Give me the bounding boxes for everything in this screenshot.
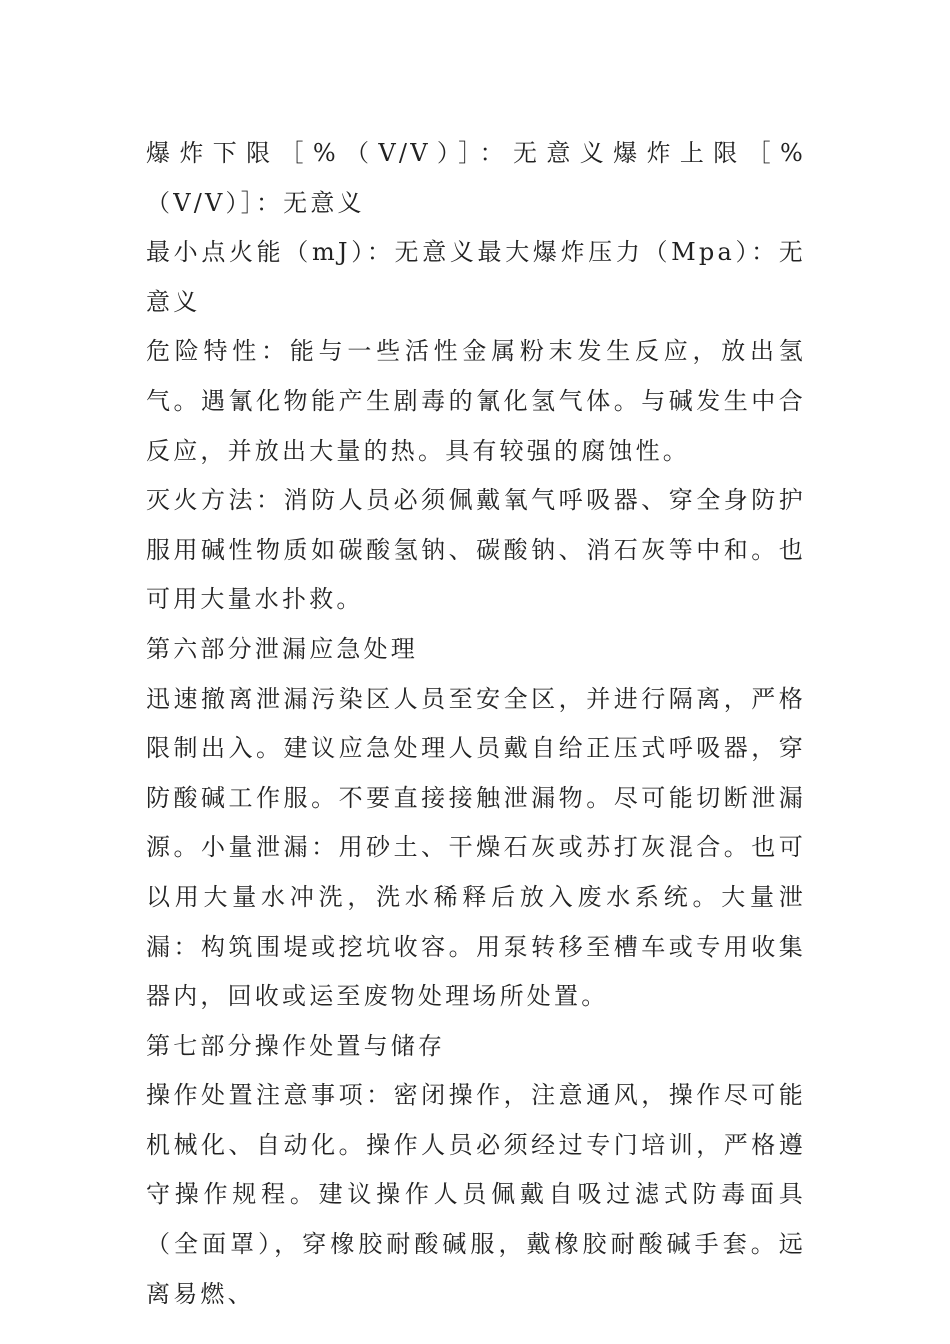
ignition-energy-paragraph: 最小点火能（mJ）：无意义最大爆炸压力（Mpa）：无意义 — [146, 238, 806, 316]
section-seven-heading: 第七部分操作处置与储存 — [146, 1031, 446, 1060]
fire-fighting-paragraph: 灭火方法：消防人员必须佩戴氧气呼吸器、穿全身防护服用碱性物质如碳酸氢钠、碳酸钠、消石灰等中和。也可用大量水扑救。 — [146, 486, 806, 614]
section-six-heading: 第六部分泄漏应急处理 — [146, 634, 418, 663]
hazard-characteristics-paragraph: 危险特性：能与一些活性金属粉末发生反应，放出氢气。遇氰化物能产生剧毒的氰化氢气体。与碱发生中合反应，并放出大量的热。具有较强的腐蚀性。 — [146, 337, 806, 465]
explosion-limits-paragraph: 爆炸下限［%（V/V）］：无意义爆炸上限［%（V/V）］：无意义 — [146, 139, 806, 217]
document-page — [146, 129, 806, 1319]
handling-precautions-paragraph: 操作处置注意事项：密闭操作，注意通风，操作尽可能机械化、自动化。操作人员必须经过专门培训，严格遵守操作规程。建议操作人员佩戴自吸过滤式防毒面具（全面罩），穿橡胶耐酸碱服，戴橡胶耐酸碱手套。远离易燃、 — [146, 1081, 806, 1308]
leak-response-paragraph: 迅速撤离泄漏污染区人员至安全区，并进行隔离，严格限制出入。建议应急处理人员戴自给正压式呼吸器，穿防酸碱工作服。不要直接接触泄漏物。尽可能切断泄漏源。小量泄漏：用砂土、干燥石灰或苏打灰混合。也可以用大量水冲洗，洗水稀释后放入废水系统。大量泄漏：构筑围堤或挖坑收容。用泵转移至槽车或专用收集器内，回收或运至废物处理场所处置。 — [146, 684, 806, 1011]
